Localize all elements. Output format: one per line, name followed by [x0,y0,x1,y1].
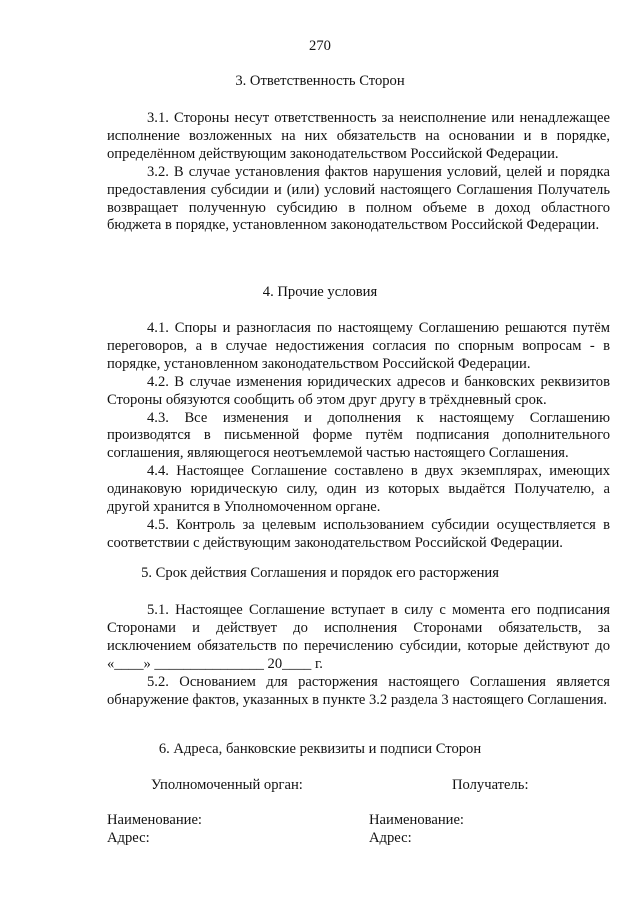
signature-left-address-label: Адрес: [107,830,150,846]
paragraph-3-2: 3.2. В случае установления фактов нарушения условий, целей и порядка предоставления субсидии и (или) условий настоящего Соглашения Получатель возвращает полученную субсидию в полном объеме в доход областного бюджета в порядке, установленном законодательством Российской Федерации. [107,163,610,234]
paragraph-4-4: 4.4. Настоящее Соглашение составлено в двух экземплярах, имеющих одинаковую юридическую силу, один из которых выдаётся Получателю, а другой хранится в Уполномоченном органе. [107,463,610,516]
section-3-title: 3. Ответственность Сторон [235,73,405,89]
paragraph-4-3: 4.3. Все изменения и дополнения к настоящему Соглашению производятся в письменной форме путём подписания дополнительного соглашения, являющегося неотъемлемой частью настоящего Соглашения. [107,409,610,462]
section-5-title: 5. Срок действия Соглашения и порядок его расторжения [141,565,499,581]
section-5-body [107,602,610,709]
paragraph-4-1: 4.1. Споры и разногласия по настоящему Соглашению решаются путём переговоров, а в случае недостижения согласия по спорным вопросам - в порядке, установленном законодательством Российской Федерации. [107,320,610,372]
paragraph-5-2: 5.2. Основанием для расторжения настоящего Соглашения является обнаружение фактов, указанных в пункте 3.2 раздела 3 настоящего Соглашения. [107,673,610,708]
signature-right-name-label: Наименование: [369,812,464,828]
signature-left-heading: Уполномоченный орган: [151,777,303,793]
signature-left-name-label: Наименование: [107,812,202,828]
paragraph-3-1: 3.1. Стороны несут ответственность за неисполнение или ненадлежащее исполнение возложенных на них обязательств на основании и в порядке, определённом действующим законодательством Российской Федерации. [107,110,610,162]
page-number: 270 [309,38,331,54]
signature-right-heading: Получатель: [452,777,529,793]
section-3-body [107,110,610,235]
signature-right-address-label: Адрес: [369,830,412,846]
section-6-title: 6. Адреса, банковские реквизиты и подписи Сторон [158,741,482,757]
paragraph-5-1: 5.1. Настоящее Соглашение вступает в силу с момента его подписания Сторонами и действует до исполнения Сторонами обязательств, за исключением обязательств по перечислению субсидии, которые действуют до «____» _______________ 20____ г. [107,602,610,672]
paragraph-4-2: 4.2. В случае изменения юридических адресов и банковских реквизитов Стороны обязуются сообщить об этом друг другу в трёхдневный срок. [107,373,610,408]
paragraph-4-5: 4.5. Контроль за целевым использованием субсидии осуществляется в соответствии с действующим законодательством Российской Федерации. [107,516,610,551]
section-4-body [107,320,610,553]
section-4-title: 4. Прочие условия [262,284,378,300]
